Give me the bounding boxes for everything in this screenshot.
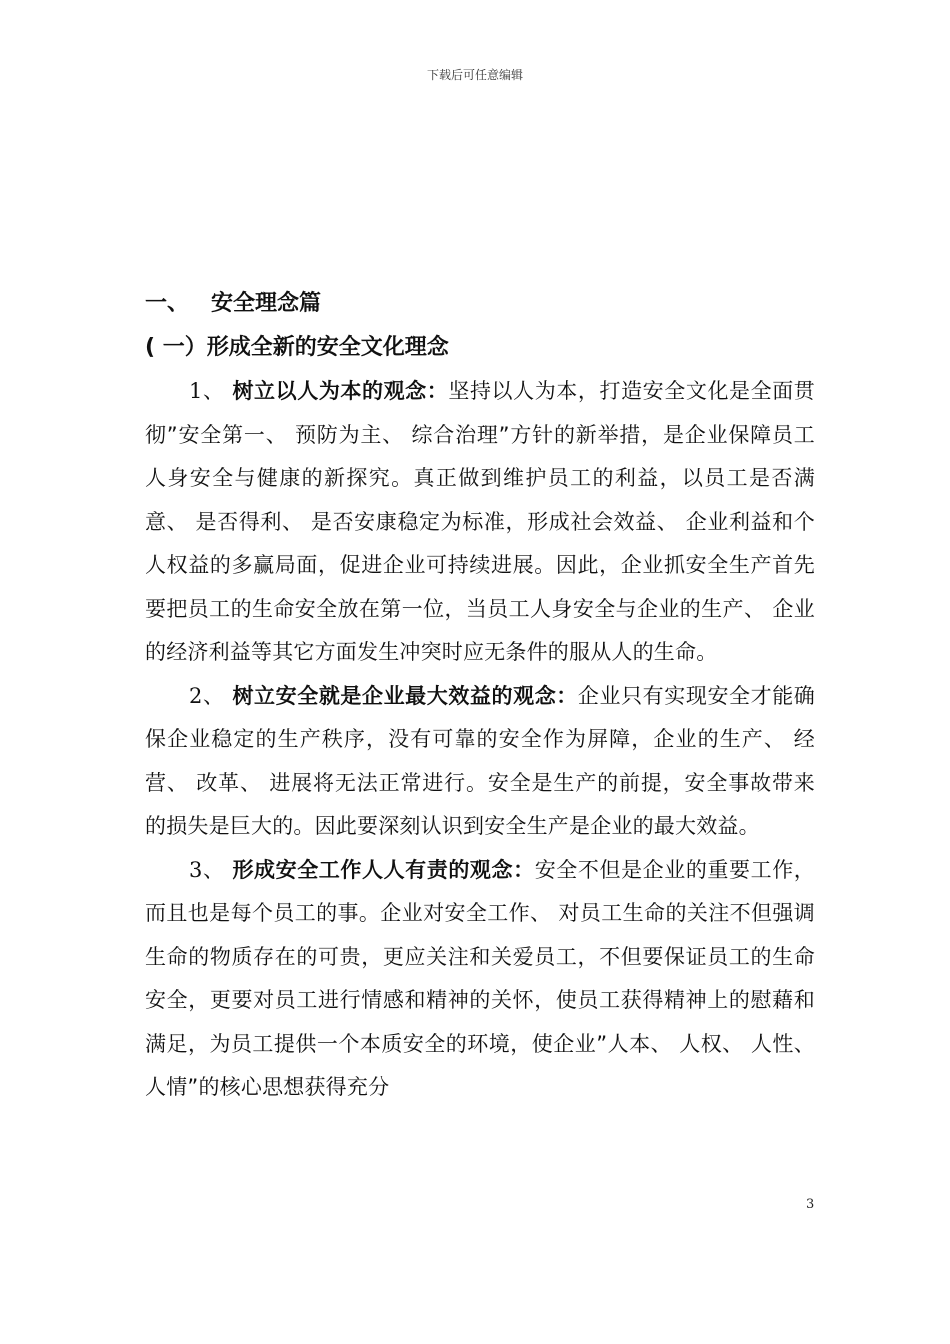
document-body	[145, 282, 815, 1110]
chapter-title	[145, 282, 815, 326]
paragraph-1	[145, 370, 815, 675]
paragraph-1-body: 坚持以人为本，打造安全文化是全面贯彻”安全第一、 预防为主、 综合治理”方针的新举措，是企业保障员工人身安全与健康的新探究。真正做到维护员工的利益，以员工是否满意、 是否得利、 是否安康稳定为标准，形成社会效益、 企业利益和个人权益的多赢局面，促进企业可持续进展。因此，企业抓安全生产首先要把员工的生命安全放在第一位，当员工人身安全与企业的生产、 企业的经济利益等其它方面发生冲突时应无条件的服从人的生命。	[145, 379, 815, 664]
page-header: 下载后可任意编辑	[426, 68, 523, 82]
paragraph-3-body: 安全不但是企业的重要工作，而且也是每个员工的事。企业对安全工作、 对员工生命的关注不但强调生命的物质存在的可贵，更应关注和关爱员工，不但要保证员工的生命安全，更要对员工进行情感和精神的关怀，使员工获得精神上的慰藉和满足，为员工提供一个本质安全的环境，使企业”人本、 人权、 人性、 人情”的核心思想获得充分	[145, 857, 815, 1099]
paragraph-3	[145, 849, 815, 1110]
paragraph-3-lead	[189, 858, 535, 882]
paragraph-2	[145, 675, 815, 849]
paragraph-2-body: 企业只有实现安全才能确保企业稳定的生产秩序，没有可靠的安全作为屏障，企业的生产、 经营、 改革、 进展将无法正常进行。安全是生产的前提，安全事故带来的损失是巨大的。因此要深刻认识到安全生产是企业的最大效益。	[145, 683, 816, 838]
paragraph-1-heading: 树立以人为本的观念：	[232, 379, 449, 403]
paragraph-3-heading: 形成安全工作人人有责的观念：	[232, 857, 535, 882]
section-title: ( 一）形成全新的安全文化理念	[145, 335, 449, 360]
chapter-title-text: 安全理念篇	[211, 291, 322, 316]
paragraph-1-number: 1、	[189, 379, 225, 403]
paragraph-3-number: 3、	[189, 857, 225, 882]
paragraph-1-lead	[189, 379, 448, 403]
chapter-title-number: 一、	[145, 291, 190, 316]
paragraph-2-number: 2、	[189, 683, 225, 708]
paragraph-2-heading: 树立安全就是企业最大效益的观念：	[232, 683, 578, 708]
paragraph-2-lead	[189, 684, 578, 708]
page-number: 3	[806, 1197, 815, 1212]
